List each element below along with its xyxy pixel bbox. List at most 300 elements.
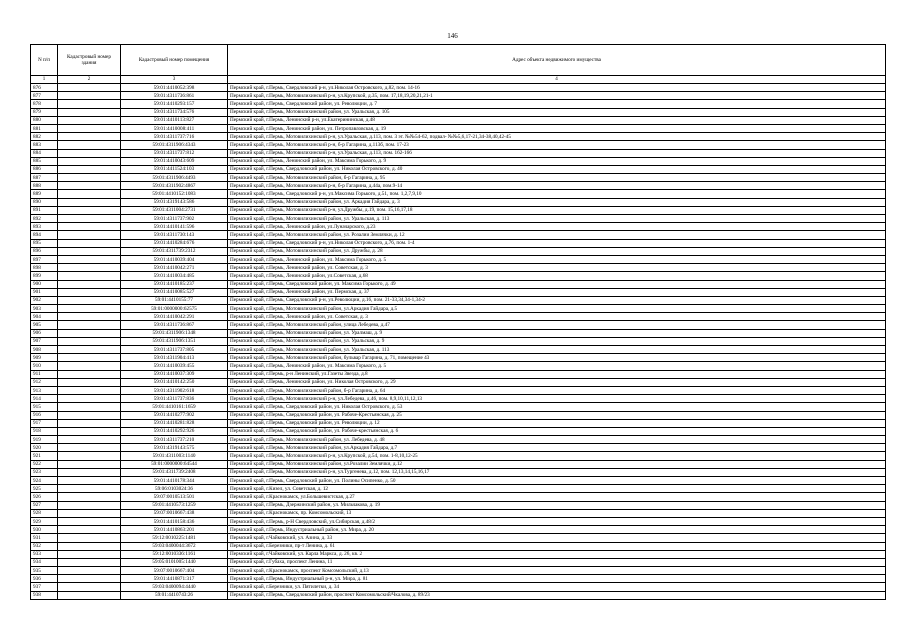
row-number: 908 — [31, 346, 58, 354]
premises-cadastral-cell: 59:01:4311736:867 — [121, 321, 228, 329]
premises-cadastral-cell: 59:01:4410161:1659 — [121, 403, 228, 411]
row-number: 933 — [31, 550, 58, 558]
row-number: 935 — [31, 567, 58, 575]
building-cadastral-cell — [58, 198, 121, 206]
row-number: 879 — [31, 108, 58, 116]
building-cadastral-cell — [58, 583, 121, 591]
row-number: 934 — [31, 558, 58, 566]
table-row — [31, 542, 886, 550]
table-row — [31, 403, 886, 411]
row-number: 925 — [31, 485, 58, 493]
row-number: 930 — [31, 526, 58, 534]
building-cadastral-cell — [58, 157, 121, 165]
building-cadastral-cell — [58, 84, 121, 92]
premises-cadastral-cell: 59:01:4410871:317 — [121, 575, 228, 583]
premises-cadastral-cell: 59:01:4410292:926 — [121, 427, 228, 435]
table-row — [31, 280, 886, 288]
address-cell: Пермский край, г.Пермь, Мотовилихинский р-н, б-р Гагарина, д.113б, пом. 17-23 — [228, 141, 886, 149]
page-number: 146 — [447, 32, 458, 40]
building-cadastral-cell — [58, 378, 121, 386]
premises-cadastral-cell: 59:01:4311739:2312 — [121, 247, 228, 255]
building-cadastral-cell — [58, 509, 121, 517]
building-cadastral-cell — [58, 567, 121, 575]
address-cell: Пермский край, г.Пермь, Мотовилихинский район, ул. Уральская, д. 105 — [228, 108, 886, 116]
building-cadastral-cell — [58, 362, 121, 370]
row-number: 910 — [31, 362, 58, 370]
row-number: 926 — [31, 493, 58, 501]
address-cell: Пермский край, г.Пермь, Мотовилихинский район, улица Лебедева, д.47 — [228, 321, 886, 329]
table-row — [31, 255, 886, 263]
row-number: 878 — [31, 100, 58, 108]
premises-cadastral-cell: 59:01:4410039:455 — [121, 362, 228, 370]
table-row — [31, 378, 886, 386]
address-cell: Пермский край, г.Краснокамск, ул.Большевистская, д.27 — [228, 493, 886, 501]
premises-cadastral-cell: 59:05:0101005:1440 — [121, 558, 228, 566]
address-cell: Пермский край, г.Пермь, Ленинский район, ул. Пермская, д. 37 — [228, 288, 886, 296]
building-cadastral-cell — [58, 190, 121, 198]
table-row — [31, 591, 886, 599]
col-number-1: 1 — [31, 76, 58, 84]
row-number: 929 — [31, 517, 58, 525]
row-number: 905 — [31, 321, 58, 329]
table-row — [31, 108, 886, 116]
table-row — [31, 198, 886, 206]
row-number: 896 — [31, 247, 58, 255]
premises-cadastral-cell: 59:01:4311004:2731 — [121, 206, 228, 214]
address-cell: Пермский край, г.Пермь, р-Н Свердловский, ул.Сибирская, д.48/2 — [228, 517, 886, 525]
table-row — [31, 247, 886, 255]
building-cadastral-cell — [58, 116, 121, 124]
premises-cadastral-cell: 59:01:4311737:902 — [121, 215, 228, 223]
table-row — [31, 354, 886, 362]
table-row — [31, 362, 886, 370]
premises-cadastral-cell: 59:03:0400094:4440 — [121, 583, 228, 591]
address-cell: Пермский край, г.Пермь, Свердловский район, ул. Рабоче-крестьянская, д. 6 — [228, 427, 886, 435]
row-number: 927 — [31, 501, 58, 509]
table-row — [31, 231, 886, 239]
row-number: 894 — [31, 231, 58, 239]
row-number: 917 — [31, 419, 58, 427]
row-number: 889 — [31, 190, 58, 198]
address-cell: Пермский край, г.Пермь, Ленинский район, ул. Советская, д. 3 — [228, 264, 886, 272]
row-number: 921 — [31, 452, 58, 460]
table-row — [31, 526, 886, 534]
address-cell: Пермский край, г.Пермь, Индустриальный р-н, ул. Мира, д. 81 — [228, 575, 886, 583]
address-cell: Пермский край, г.Пермь, Свердловский район, ул. Николая Островского, д. 53 — [228, 403, 886, 411]
building-cadastral-cell — [58, 92, 121, 100]
building-cadastral-cell — [58, 329, 121, 337]
table-row — [31, 116, 886, 124]
address-cell: Пермский край, г.Пермь, Свердловский район, ул. Николая Островского, д. 40 — [228, 165, 886, 173]
building-cadastral-cell — [58, 517, 121, 525]
address-cell: Пермский край, г.Пермь, Свердловский район, ул. Революции, д. 12 — [228, 419, 886, 427]
building-cadastral-cell — [58, 149, 121, 157]
header-num: N п/п — [31, 45, 58, 76]
address-cell: Пермский край, г.Чайковский, ул. Карла Маркса, д. 26, кв. 2 — [228, 550, 886, 558]
row-number: 928 — [31, 509, 58, 517]
premises-cadastral-cell: 59:01:4311902:4867 — [121, 182, 228, 190]
row-number: 888 — [31, 182, 58, 190]
table-row — [31, 583, 886, 591]
table-row — [31, 575, 886, 583]
address-cell: Пермский край, г.Пермь, Мотовилихинский район, ул. Уральская, д. 113 — [228, 215, 886, 223]
premises-cadastral-cell: 59:03:0400044:3672 — [121, 542, 228, 550]
table-row — [31, 100, 886, 108]
premises-cadastral-cell: 59:01:4410052:398 — [121, 84, 228, 92]
table-row — [31, 567, 886, 575]
col-number-3: 3 — [121, 76, 228, 84]
premises-cadastral-cell: 59:01:4311906:4343 — [121, 141, 228, 149]
building-cadastral-cell — [58, 419, 121, 427]
table-row — [31, 206, 886, 214]
address-cell: Пермский край, г.Пермь, Мотовилихинский р-н, ул.Крупской, д.54, пом. 1-8,10,12-25 — [228, 452, 886, 460]
row-number: 924 — [31, 477, 58, 485]
row-number: 876 — [31, 84, 58, 92]
table-row — [31, 182, 886, 190]
table-row — [31, 509, 886, 517]
premises-cadastral-cell: 59:01:4411524:103 — [121, 165, 228, 173]
address-cell: Пермский край, г.Пермь, Свердловский район, ул. Революции, д. 7 — [228, 100, 886, 108]
building-cadastral-cell — [58, 427, 121, 435]
row-number: 885 — [31, 157, 58, 165]
premises-cadastral-cell: 59:01:4311906:1351 — [121, 337, 228, 345]
table-row — [31, 92, 886, 100]
table-body — [31, 84, 886, 600]
table-row — [31, 165, 886, 173]
table-row — [31, 215, 886, 223]
address-cell: Пермский край, г.Пермь, Ленинский район, ул. Николая Островского, д. 29 — [228, 378, 886, 386]
building-cadastral-cell — [58, 403, 121, 411]
building-cadastral-cell — [58, 182, 121, 190]
row-number: 892 — [31, 215, 58, 223]
premises-cadastral-cell: 59:12:0010336:1161 — [121, 550, 228, 558]
address-cell: Пермский край, г.Пермь, Мотовилихинский р-н, ул.Крупской, д.35, пом. 17,18,19,20,21,21-1 — [228, 92, 886, 100]
premises-cadastral-cell: 59:01:4311906:4493 — [121, 174, 228, 182]
premises-cadastral-cell: 59:01:4410113:827 — [121, 116, 228, 124]
table-row — [31, 337, 886, 345]
building-cadastral-cell — [58, 526, 121, 534]
table-row — [31, 174, 886, 182]
address-cell: Пермский край, г.Пермь, Мотовилихинский р-н, ул.Тургенева, д.12, пом. 12,13,14,15,16,17 — [228, 468, 886, 476]
building-cadastral-cell — [58, 255, 121, 263]
table-row — [31, 239, 886, 247]
table-row — [31, 149, 886, 157]
row-number: 915 — [31, 403, 58, 411]
address-cell: Пермский край, г.Краснокамск, пр. Комсомольский, 13 — [228, 509, 886, 517]
premises-cadastral-cell: 59:01:4410142:250 — [121, 378, 228, 386]
table-row — [31, 427, 886, 435]
building-cadastral-cell — [58, 501, 121, 509]
premises-cadastral-cell: 59:01:4410158:436 — [121, 517, 228, 525]
building-cadastral-cell — [58, 206, 121, 214]
row-number: 891 — [31, 206, 58, 214]
premises-cadastral-cell: 59:01:4410178:344 — [121, 477, 228, 485]
table-row — [31, 501, 886, 509]
building-cadastral-cell — [58, 591, 121, 599]
premises-cadastral-cell: 59:12:0010225:1481 — [121, 534, 228, 542]
row-number: 932 — [31, 542, 58, 550]
table-row — [31, 558, 886, 566]
building-cadastral-cell — [58, 100, 121, 108]
building-cadastral-cell — [58, 174, 121, 182]
address-cell: Пермский край, г.Пермь, Ленинский район, ул. Петропавловская, д. 19 — [228, 124, 886, 132]
address-cell: Пермский край, г.Пермь, Мотовилихинский р-н, ул.Уральская, д.113, пом. 3 эт. №№54-62, подвал- №№5,6,17-21,34-38,40,42-45 — [228, 133, 886, 141]
address-cell: Пермский край, г.Пермь, Свердловский район, ул. Максима Горького, д. 49 — [228, 280, 886, 288]
table-row — [31, 133, 886, 141]
premises-cadastral-cell: 59:01:4311906:1348 — [121, 329, 228, 337]
table-row — [31, 157, 886, 165]
building-cadastral-cell — [58, 346, 121, 354]
col-number-2: 2 — [58, 76, 121, 84]
premises-cadastral-cell: 59:01:4410152:1083 — [121, 190, 228, 198]
address-cell: Пермский край, г.Кизел, ул. Советская, д. 12 — [228, 485, 886, 493]
row-number: 890 — [31, 198, 58, 206]
address-cell: Пермский край, г.Пермь, Свердловский район, проспект Комсомольский/Чкалова, д. 89/23 — [228, 591, 886, 599]
row-number: 909 — [31, 354, 58, 362]
premises-cadastral-cell: 59:01:4410042:271 — [121, 264, 228, 272]
row-number: 895 — [31, 239, 58, 247]
building-cadastral-cell — [58, 452, 121, 460]
address-cell: Пермский край, г.Пермь, Мотовилихинский район, ул. Розалии Землячки, д. 12 — [228, 231, 886, 239]
premises-cadastral-cell: 59:07:0010667:438 — [121, 509, 228, 517]
premises-cadastral-cell: 59:01:4311737:812 — [121, 149, 228, 157]
address-cell: Пермский край, г.Пермь, Мотовилихинский р-н, ул.Лебедева, д.46, пом. 8,9,10,11,12,13 — [228, 395, 886, 403]
table-row — [31, 436, 886, 444]
row-number: 938 — [31, 591, 58, 599]
premises-cadastral-cell: 59:01:4311730:143 — [121, 231, 228, 239]
premises-cadastral-cell: 59:01:4410281:828 — [121, 419, 228, 427]
table-row — [31, 534, 886, 542]
building-cadastral-cell — [58, 264, 121, 272]
building-cadastral-cell — [58, 223, 121, 231]
building-cadastral-cell — [58, 444, 121, 452]
building-cadastral-cell — [58, 485, 121, 493]
row-number: 913 — [31, 386, 58, 394]
table-row — [31, 493, 886, 501]
address-cell: Пермский край, г.Пермь, Свердловский р-н, ул.Николая Островского, д.82, пом. 14-16 — [228, 84, 886, 92]
table-row — [31, 272, 886, 280]
building-cadastral-cell — [58, 460, 121, 468]
address-cell: Пермский край, г.Пермь, Ленинский район, ул. Максима Горького, д. 5 — [228, 362, 886, 370]
table-row — [31, 477, 886, 485]
row-number: 897 — [31, 255, 58, 263]
row-number: 903 — [31, 305, 58, 313]
row-number: 887 — [31, 174, 58, 182]
row-number: 919 — [31, 436, 58, 444]
row-number: 920 — [31, 444, 58, 452]
building-cadastral-cell — [58, 493, 121, 501]
building-cadastral-cell — [58, 124, 121, 132]
address-cell: Пермский край, г.Пермь, Мотовилихинский район, ул. Уралмаш, д. 9 — [228, 329, 886, 337]
row-number: 900 — [31, 280, 58, 288]
building-cadastral-cell — [58, 395, 121, 403]
address-cell: Пермский край, г.Пермь, Ленинский район, ул.Советская, д.68 — [228, 272, 886, 280]
premises-cadastral-cell: 59:01:4410185:237 — [121, 280, 228, 288]
address-cell: Пермский край, г.Пермь, Свердловский район, ул. Полины Осипенко, д. 50 — [228, 477, 886, 485]
building-cadastral-cell — [58, 337, 121, 345]
building-cadastral-cell — [58, 108, 121, 116]
table-row — [31, 346, 886, 354]
row-number: 893 — [31, 223, 58, 231]
address-cell: Пермский край, г.Пермь, Мотовилихинский район, ул. Уральская, д. 9 — [228, 337, 886, 345]
address-cell: Пермский край, г.Пермь, Мотовилихинский район, бульвар Гагарина, д. 71, помещение 43 — [228, 354, 886, 362]
building-cadastral-cell — [58, 305, 121, 313]
premises-cadastral-cell: 59:01:4410277:902 — [121, 411, 228, 419]
table-row — [31, 223, 886, 231]
table-row — [31, 321, 886, 329]
premises-cadastral-cell: 59:01:4410573:1259 — [121, 501, 228, 509]
row-number: 898 — [31, 264, 58, 272]
address-cell: Пермский край, г.Пермь, Мотовилихинский р-н, б-р Гагарина, д.44а, пом.9-14 — [228, 182, 886, 190]
building-cadastral-cell — [58, 280, 121, 288]
row-number: 922 — [31, 460, 58, 468]
building-cadastral-cell — [58, 215, 121, 223]
row-number: 880 — [31, 116, 58, 124]
premises-cadastral-cell: 59:01:4311904:413 — [121, 354, 228, 362]
row-number: 906 — [31, 329, 58, 337]
building-cadastral-cell — [58, 354, 121, 362]
building-cadastral-cell — [58, 231, 121, 239]
table-row — [31, 460, 886, 468]
premises-cadastral-cell: 59:01:4319143:575 — [121, 444, 228, 452]
table-row — [31, 305, 886, 313]
row-number: 886 — [31, 165, 58, 173]
row-number: 882 — [31, 133, 58, 141]
table-row — [31, 485, 886, 493]
row-number: 937 — [31, 583, 58, 591]
premises-cadastral-cell: 59:01:4311737:716 — [121, 133, 228, 141]
premises-cadastral-cell: 59:01:4319143:586 — [121, 198, 228, 206]
premises-cadastral-cell: 59:01:4410155:77 — [121, 296, 228, 304]
table-row — [31, 386, 886, 394]
row-number: 881 — [31, 124, 58, 132]
address-cell: Пермский край, г.Пермь, Ленинский район, ул.Луначарского, д.23 — [228, 223, 886, 231]
building-cadastral-cell — [58, 321, 121, 329]
premises-cadastral-cell: 59:01:4311737:210 — [121, 436, 228, 444]
premises-cadastral-cell: 59:01:4410039:404 — [121, 255, 228, 263]
property-register-table — [30, 44, 886, 600]
row-number: 911 — [31, 370, 58, 378]
row-number: 902 — [31, 296, 58, 304]
building-cadastral-cell — [58, 558, 121, 566]
address-cell: Пермский край, г.Березники, ул. Пятилетки, д. 34 — [228, 583, 886, 591]
header-building-cadastral: Кадастровый номер здания — [58, 45, 121, 76]
address-cell: Пермский край, г.Губаха, проспект Ленина, 11 — [228, 558, 886, 566]
table-row — [31, 329, 886, 337]
building-cadastral-cell — [58, 133, 121, 141]
table-row — [31, 419, 886, 427]
premises-cadastral-cell: 59:06:0103024:36 — [121, 485, 228, 493]
address-cell: Пермский край, г.Пермь, Свердловский район, ул. Рабоче-Крестьянская, д. 25 — [228, 411, 886, 419]
col-number-4: 4 — [228, 76, 886, 84]
premises-cadastral-cell: 59:01:4410863:201 — [121, 526, 228, 534]
building-cadastral-cell — [58, 247, 121, 255]
address-cell: Пермский край, г.Пермь, Свердловский р-н, ул.Николая Островского, д.76, пом. 1-4 — [228, 239, 886, 247]
premises-cadastral-cell: 59:01:4410293:157 — [121, 100, 228, 108]
row-number: 901 — [31, 288, 58, 296]
premises-cadastral-cell: 59:01:4410085:527 — [121, 288, 228, 296]
address-cell: Пермский край, г.Пермь, Свердловский р-н, ул.Максима Горького, д.51, пом. 1,2,7,9,10 — [228, 190, 886, 198]
address-cell: Пермский край, г.Пермь, Мотовилихинский район, ул.Розалии Землячки, д.12 — [228, 460, 886, 468]
address-cell: Пермский край, г.Пермь, Мотовилихинский район, ул. Лебедева, д. 48 — [228, 436, 886, 444]
building-cadastral-cell — [58, 534, 121, 542]
premises-cadastral-cell: 59:01:4410042:291 — [121, 313, 228, 321]
building-cadastral-cell — [58, 436, 121, 444]
building-cadastral-cell — [58, 542, 121, 550]
building-cadastral-cell — [58, 550, 121, 558]
building-cadastral-cell — [58, 296, 121, 304]
table-row — [31, 370, 886, 378]
table-row — [31, 264, 886, 272]
building-cadastral-cell — [58, 468, 121, 476]
table-row — [31, 550, 886, 558]
premises-cadastral-cell: 59:01:0000000:62575 — [121, 305, 228, 313]
building-cadastral-cell — [58, 411, 121, 419]
table-row — [31, 468, 886, 476]
address-cell: Пермский край, г.Пермь, Мотовилихинский р-н, ул.Дружбы, д.19, пом. 15,16,17,18 — [228, 206, 886, 214]
building-cadastral-cell — [58, 386, 121, 394]
address-cell: Пермский край, г.Пермь, Мотовилихинский район, б-р Гагарина, д. 95 — [228, 174, 886, 182]
premises-cadastral-cell: 59:01:4311739:2408 — [121, 468, 228, 476]
table-row — [31, 296, 886, 304]
address-cell: Пермский край, г.Пермь, Свердловский р-н, ул.Революции, д.16, пом. 21-33,34,34-1,34-2 — [228, 296, 886, 304]
premises-cadastral-cell: 59:01:4311734:576 — [121, 108, 228, 116]
address-cell: Пермский край, г.Пермь, Индустриальный район, ул. Мира, д. 20 — [228, 526, 886, 534]
row-number: 914 — [31, 395, 58, 403]
row-number: 883 — [31, 141, 58, 149]
building-cadastral-cell — [58, 370, 121, 378]
address-cell: Пермский край, г.Пермь, Мотовилихинский район, ул.Аркадия Гайдара, д.5 — [228, 305, 886, 313]
address-cell: Пермский край, г.Пермь, Мотовилихинский район, ул. Дружбы, д. 28 — [228, 247, 886, 255]
premises-cadastral-cell: 59:01:0000000:64544 — [121, 460, 228, 468]
address-cell: Пермский край, г.Пермь, Ленинский район, ул. Максима Горького, д. 9 — [228, 157, 886, 165]
premises-cadastral-cell: 59:07:0010667:404 — [121, 567, 228, 575]
row-number: 918 — [31, 427, 58, 435]
table-row — [31, 452, 886, 460]
premises-cadastral-cell: 59:01:4410008:411 — [121, 124, 228, 132]
premises-cadastral-cell: 59:01:4311902:618 — [121, 386, 228, 394]
row-number: 904 — [31, 313, 58, 321]
table-row — [31, 141, 886, 149]
building-cadastral-cell — [58, 288, 121, 296]
premises-cadastral-cell: 59:01:4410284:676 — [121, 239, 228, 247]
row-number: 884 — [31, 149, 58, 157]
premises-cadastral-cell: 59:01:4410034:485 — [121, 272, 228, 280]
address-cell: Пермский край, г.Чайковский, ул. Азина, д. 33 — [228, 534, 886, 542]
building-cadastral-cell — [58, 477, 121, 485]
table-row — [31, 84, 886, 92]
table-row — [31, 313, 886, 321]
address-cell: Пермский край, г.Пермь, р-н Ленинский, ул.Газеты Звезда, д.8 — [228, 370, 886, 378]
premises-cadastral-cell: 59:01:4410141:596 — [121, 223, 228, 231]
row-number: 916 — [31, 411, 58, 419]
row-number: 877 — [31, 92, 58, 100]
premises-cadastral-cell: 59:01:4311736:861 — [121, 92, 228, 100]
premises-cadastral-cell: 59:01:4410043:609 — [121, 157, 228, 165]
building-cadastral-cell — [58, 575, 121, 583]
premises-cadastral-cell: 59:01:4311003:1140 — [121, 452, 228, 460]
address-cell: Пермский край, г.Пермь, Мотовилихинский район, ул. Уральская, д. 113 — [228, 346, 886, 354]
building-cadastral-cell — [58, 239, 121, 247]
premises-cadastral-cell: 59:01:4311737:805 — [121, 346, 228, 354]
building-cadastral-cell — [58, 165, 121, 173]
address-cell: Пермский край, г.Пермь, Мотовилихинский район, б-р Гагарина, д. 64 — [228, 386, 886, 394]
table-row — [31, 190, 886, 198]
address-cell: Пермский край, г.Пермь, Мотовилихинский район, ул. Аркадия Гайдара, д. 3 — [228, 198, 886, 206]
table-row — [31, 517, 886, 525]
address-cell: Пермский край, г.Краснокамск, проспект Комсомольский, д.13 — [228, 567, 886, 575]
address-cell: Пермский край, г.Пермь, Ленинский р-н, ул.Екатерининская, д.48 — [228, 116, 886, 124]
